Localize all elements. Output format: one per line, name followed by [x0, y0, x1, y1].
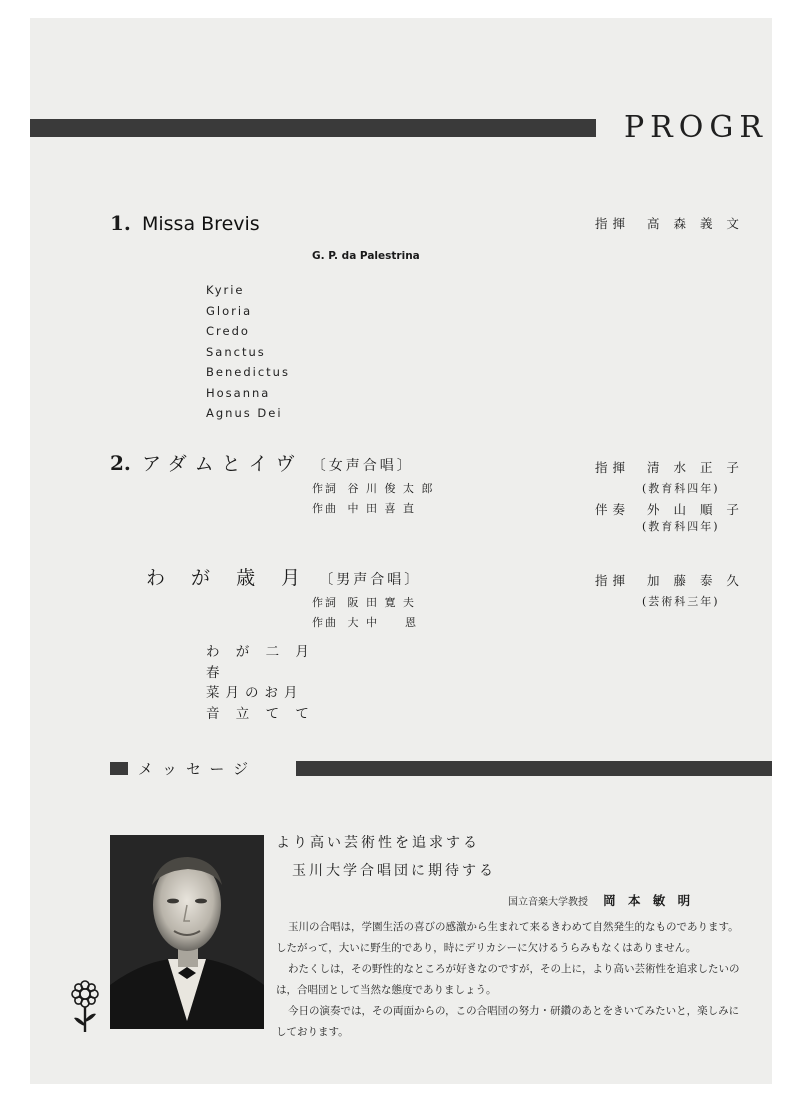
- song-item: 春: [206, 664, 226, 681]
- composer-line: [312, 500, 416, 516]
- composer: G. P. da Palestrina: [312, 250, 420, 262]
- movement-list: [206, 280, 290, 424]
- conductor-label: 指揮: [595, 460, 631, 475]
- message-title-line1: より高い芸術性を追求する: [276, 835, 480, 851]
- message-author: [508, 890, 694, 913]
- conductor-3: [595, 571, 744, 589]
- portrait-photo-drawing: [110, 835, 264, 1029]
- portrait-photo: [110, 835, 264, 1029]
- item-title: Missa Brevis: [141, 213, 260, 235]
- message-paragraph: 玉川の合唱は，学園生活の喜びの感激から生まれて来るきわめて自然発生的なものであります。: [288, 921, 739, 933]
- message-paragraph: は，合唱団として当然な態度でありましょう。: [276, 984, 497, 996]
- song-list: [206, 642, 315, 724]
- composer-name: 大 中 恩: [347, 616, 418, 629]
- accompanist-label: 伴奏: [595, 502, 631, 517]
- item-number: 1.: [110, 211, 131, 235]
- song-item: わ が 二 月: [206, 644, 315, 660]
- message-paragraph: 今日の演奏では，その両面からの，この合唱団の努力・研鑽のあとをきいてみたいと，楽しみに: [288, 1005, 740, 1017]
- lyricist-name: 谷 川 俊 太 郎: [347, 482, 435, 495]
- message-body: [276, 917, 740, 1043]
- program-item-1: [110, 211, 260, 235]
- message-paragraph: わたくしは，その野性的なところが好きなのですが，その上に，より高い芸術性を追求したいの: [288, 963, 740, 975]
- movement-item: Sanctus: [206, 344, 266, 359]
- lyricist-label: 作詞: [312, 596, 338, 609]
- program-item-3: [146, 563, 421, 590]
- accompanist: [595, 500, 744, 518]
- author-name: 岡 本 敏 明: [603, 893, 695, 908]
- movement-item: Kyrie: [206, 283, 245, 297]
- program-page: [30, 18, 772, 1084]
- message-paragraph: したがって，大いに野生的であり，時にデリカシーに欠けるうらみもなくはありません。: [276, 942, 697, 954]
- movement-item: Gloria: [206, 303, 253, 318]
- conductor-1: [595, 214, 744, 232]
- conductor-note: (芸術科三年): [642, 595, 720, 608]
- song-item: 菜月のお月: [206, 685, 304, 701]
- lyricist-name: 阪 田 寛 夫: [347, 596, 416, 609]
- message-title-line2: 玉川大学合唱団に期待する: [292, 863, 496, 879]
- flower-icon: [70, 980, 100, 1038]
- item-title: わ が 歳 月: [146, 567, 311, 589]
- composer-name: 中 田 喜 直: [347, 502, 416, 515]
- conductor-2: [595, 458, 744, 476]
- accompanist-name: 外 山 順 子: [647, 502, 744, 517]
- movement-item: Benedictus: [206, 365, 290, 379]
- item-subtitle: 〔女声合唱〕: [311, 458, 414, 474]
- header-bar: [30, 119, 596, 137]
- conductor-name: 清 水 正 子: [647, 460, 744, 475]
- program-item-2: [110, 449, 414, 476]
- conductor-label: 指揮: [595, 216, 631, 231]
- message-heading: メッセージ: [138, 760, 258, 778]
- song-item: 音 立 て て: [206, 705, 315, 722]
- lyricist-label: 作詞: [312, 482, 338, 495]
- item-subtitle: 〔男声合唱〕: [319, 572, 422, 588]
- item-number: 2.: [110, 451, 131, 475]
- message-paragraph: しております。: [276, 1026, 349, 1038]
- lyricist-line: [312, 480, 435, 496]
- conductor-name: 加 藤 泰 久: [647, 573, 744, 588]
- author-title: 国立音楽大学教授: [508, 897, 588, 908]
- composer-label: 作曲: [312, 616, 338, 629]
- conductor-name: 高 森 義 文: [647, 216, 744, 231]
- message-bar: [296, 761, 772, 776]
- movement-item: Agnus Dei: [206, 406, 283, 420]
- composer-line: [312, 614, 418, 630]
- movement-item: Hosanna: [206, 385, 271, 400]
- accompanist-note: (教育科四年): [642, 520, 720, 533]
- lyricist-line: [312, 594, 416, 610]
- composer-label: 作曲: [312, 502, 338, 515]
- movement-item: Credo: [206, 324, 250, 338]
- message-marker: [110, 762, 128, 775]
- conductor-note: (教育科四年): [642, 482, 720, 495]
- conductor-label: 指揮: [595, 573, 631, 588]
- page-title: PROGR: [624, 110, 768, 145]
- item-title: アダムとイヴ: [141, 453, 303, 475]
